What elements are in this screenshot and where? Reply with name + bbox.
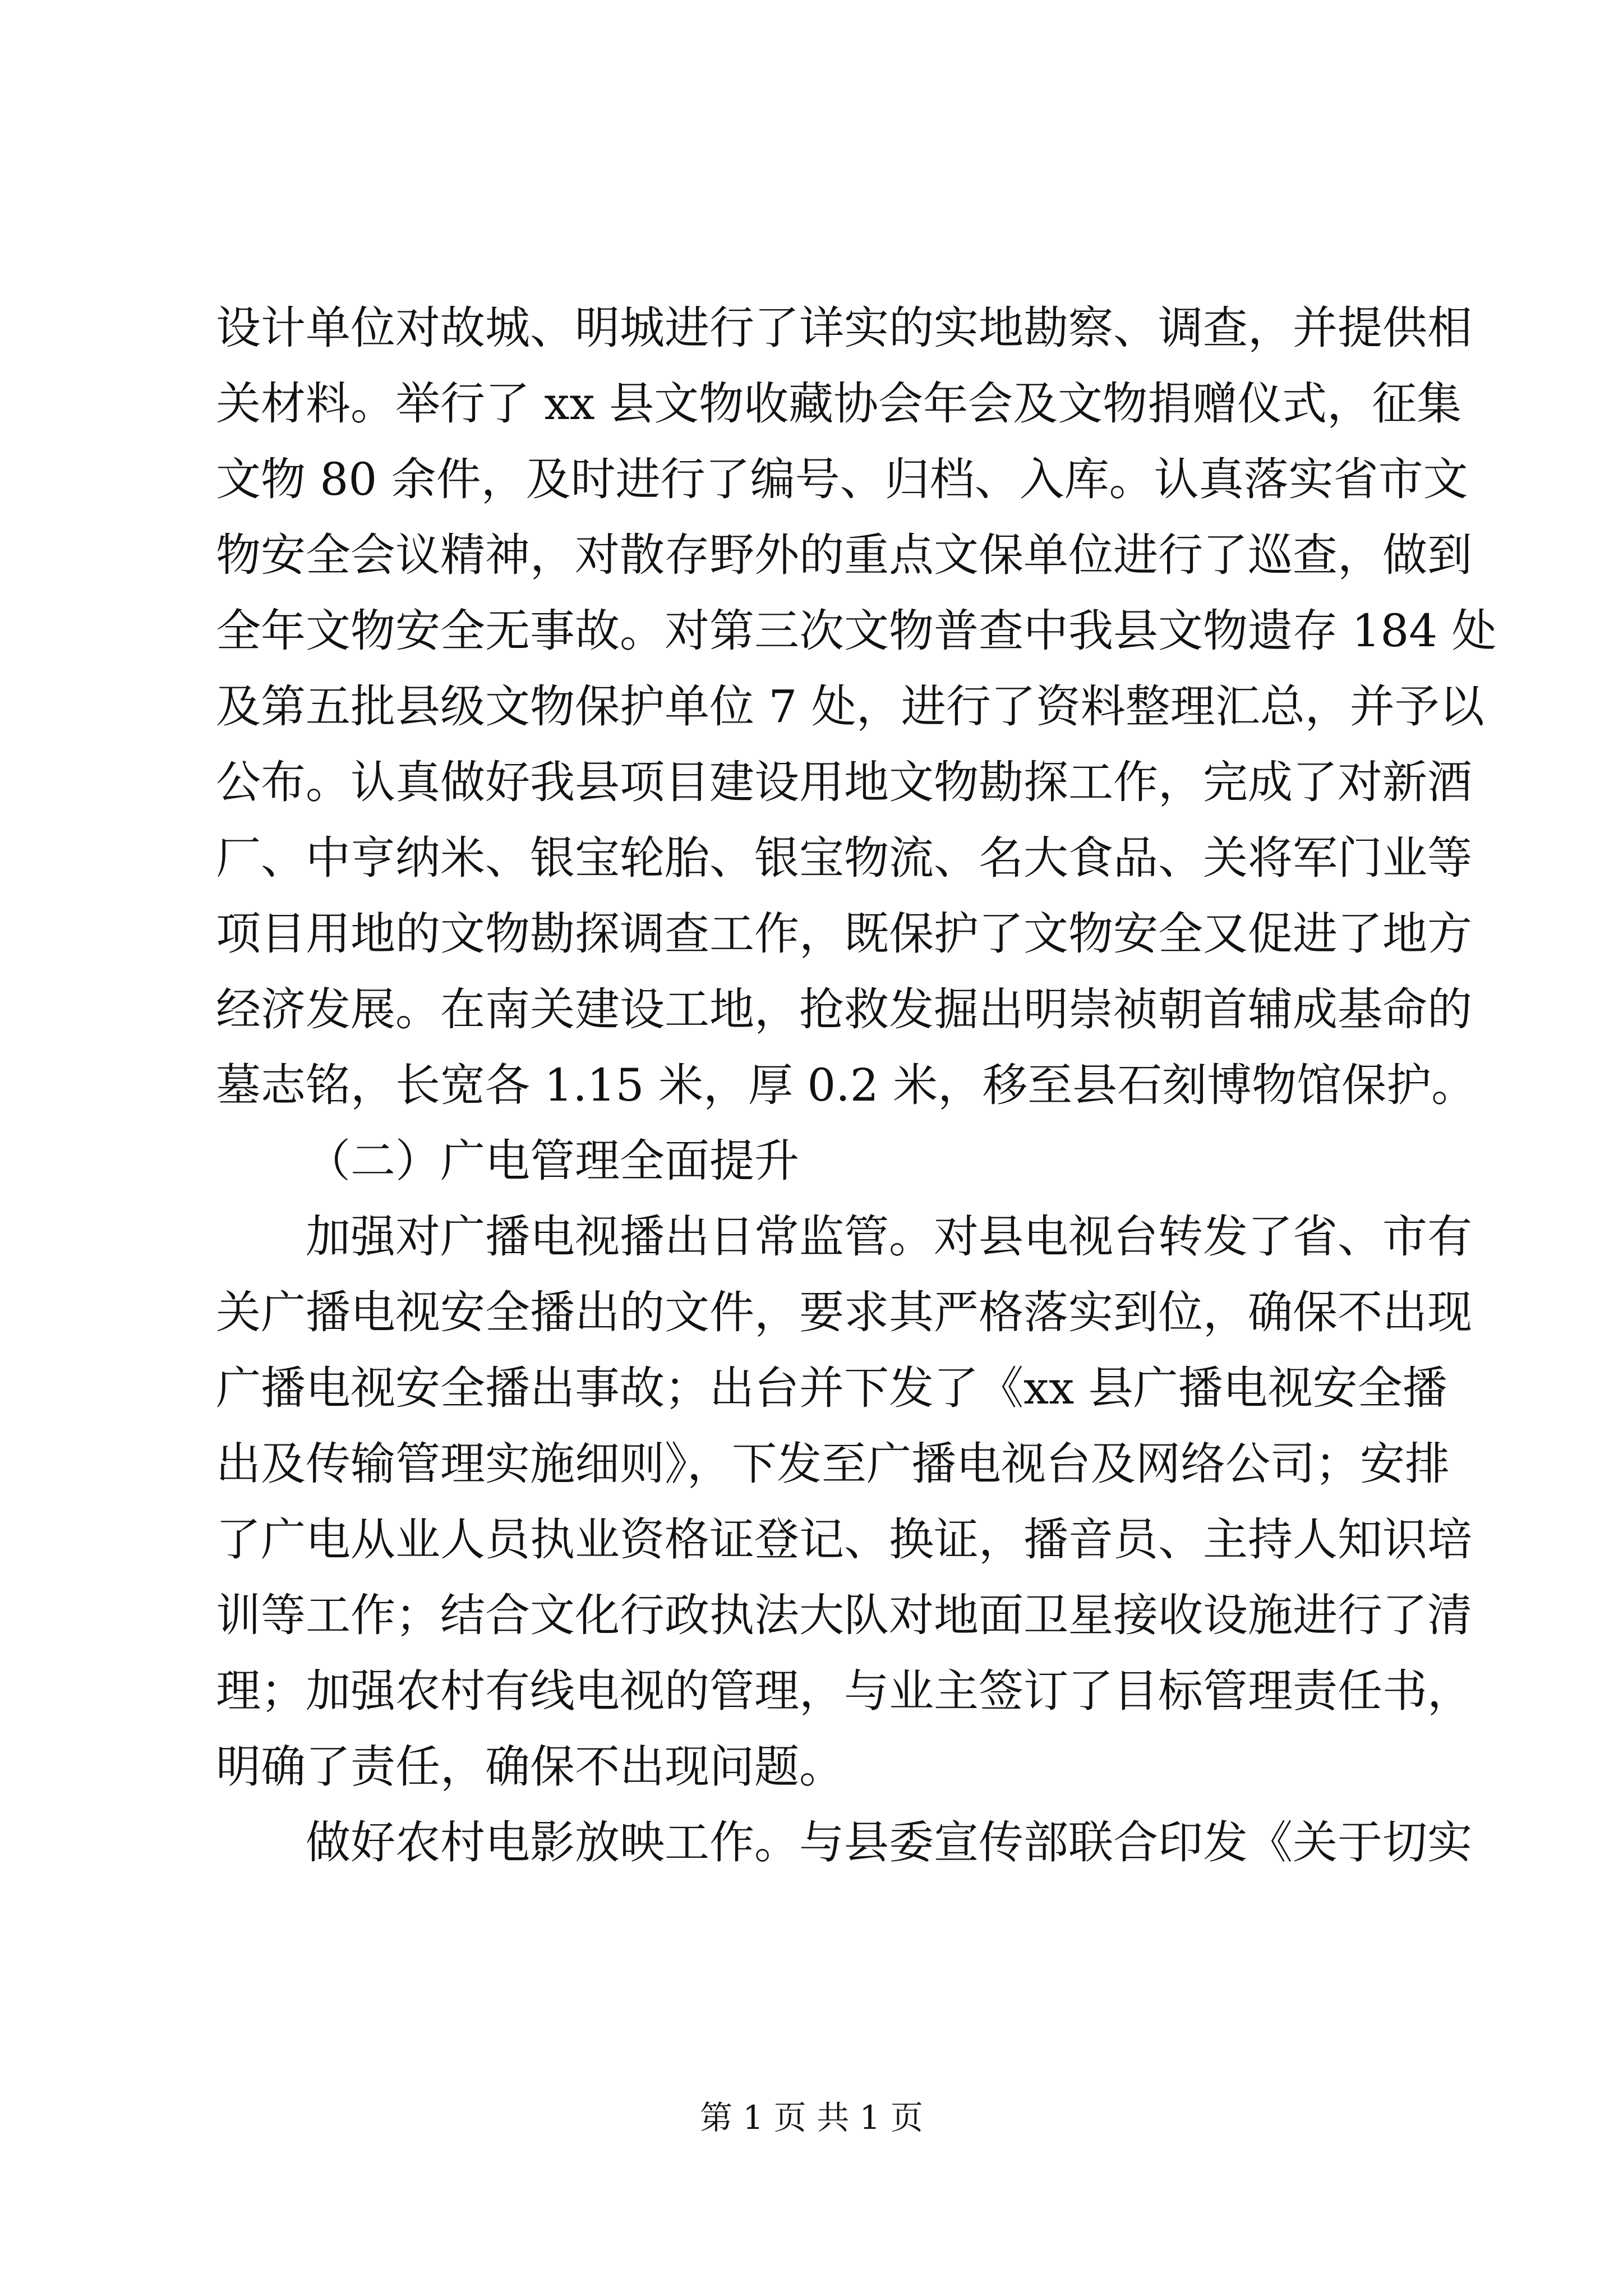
text-line: 经济发展。在南关建设工地，抢救发掘出明崇祯朝首辅成基命的 [216, 983, 1472, 1036]
text-line: 加强对广播电视播出日常监管。对县电视台转发了省、市有 [306, 1211, 1472, 1263]
text-line: 出及传输管理实施细则》，下发至广播电视台及网络公司；安排 [216, 1438, 1450, 1490]
text-line: 墓志铭，长宽各 1.15 米，厚 0.2 米，移至县石刻博物馆保护。 [216, 1059, 1477, 1111]
text-line: 明确了责任，确保不出现问题。 [216, 1741, 844, 1793]
text-line: 及第五批县级文物保护单位 7 处，进行了资料整理汇总，并予以 [216, 680, 1484, 733]
section-heading: （二）广电管理全面提升 [306, 1135, 799, 1187]
text-line: 厂、中亨纳米、银宝轮胎、银宝物流、名大食品、关将军门业等 [216, 832, 1472, 884]
text-line: 全年文物安全无事故。对第三次文物普查中我县文物遗存 184 处 [216, 605, 1497, 657]
text-line: 训等工作；结合文化行政执法大队对地面卫星接收设施进行了清 [216, 1589, 1472, 1641]
text-line: 关广播电视安全播出的文件，要求其严格落实到位，确保不出现 [216, 1286, 1472, 1338]
text-line: 设计单位对故城、明城进行了详实的实地勘察、调查，并提供相 [216, 302, 1472, 354]
text-line: 文物 80 余件，及时进行了编号、归档、入库。认真落实省市文 [216, 453, 1468, 505]
page-footer: 第 1 页 共 1 页 [700, 2099, 923, 2137]
text-line: 了广电从业人员执业资格证登记、换证，播音员、主持人知识培 [216, 1513, 1472, 1566]
text-line: 项目用地的文物勘探调查工作，既保护了文物安全又促进了地方 [216, 908, 1472, 960]
text-line: 理；加强农村有线电视的管理，与业主签订了目标管理责任书， [216, 1665, 1472, 1717]
text-line: 关材料。举行了 xx 县文物收藏协会年会及文物捐赠仪式，征集 [216, 378, 1462, 430]
text-line: 物安全会议精神，对散存野外的重点文保单位进行了巡查，做到 [216, 529, 1472, 581]
text-line: 公布。认真做好我县项目建设用地文物勘探工作，完成了对新酒 [216, 756, 1472, 808]
text-line: 做好农村电影放映工作。与县委宣传部联合印发《关于切实 [306, 1816, 1472, 1869]
text-line: 广播电视安全播出事故；出台并下发了《xx 县广播电视安全播 [216, 1362, 1447, 1414]
